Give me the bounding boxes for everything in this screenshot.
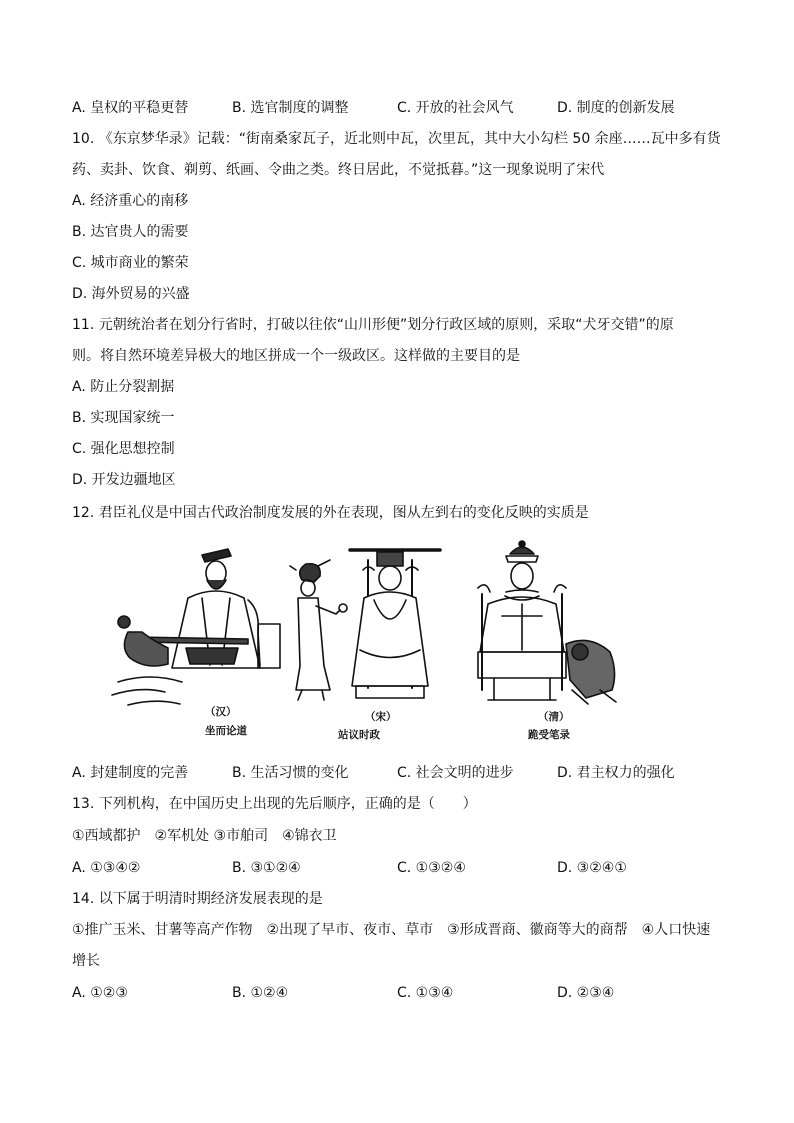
q13-items: ①西域都护 ②军机处 ③市舶司 ④锦衣卫	[72, 828, 337, 844]
q14-items-line2: 增长	[72, 953, 100, 969]
q13-stem: 13. 下列机构，在中国历史上出现的先后顺序，正确的是（ ）	[72, 796, 477, 812]
q12-figure	[110, 540, 630, 745]
q11-option-a: A. 防止分裂割据	[72, 379, 175, 395]
q14-items-line1: ①推广玉米、甘薯等高产作物 ②出现了早市、夜市、草市 ③形成晋商、徽商等大的商帮 ④人口快速	[72, 922, 711, 938]
q13-option-d: D. ③②④①	[557, 860, 627, 876]
court-etiquette-illustration	[110, 540, 630, 745]
q11-option-d: D. 开发边疆地区	[72, 472, 176, 488]
q9-option-a: A. 皇权的平稳更替	[72, 100, 189, 116]
q12-option-b: B. 生活习惯的变化	[232, 765, 349, 781]
q14-option-c: C. ①③④	[397, 985, 454, 1001]
song-panel-drawing	[290, 550, 440, 700]
han-panel-drawing	[112, 549, 280, 705]
q12-option-a: A. 封建制度的完善	[72, 765, 189, 781]
q13-option-a: A. ①③④②	[72, 860, 141, 876]
q11-option-c: C. 强化思想控制	[72, 441, 175, 457]
q9-option-c: C. 开放的社会风气	[397, 100, 514, 116]
q12-option-c: C. 社会文明的进步	[397, 765, 514, 781]
q10-option-b: B. 达官贵人的需要	[72, 224, 189, 240]
q12-option-d: D. 君主权力的强化	[557, 765, 675, 781]
q14-option-a: A. ①②③	[72, 985, 128, 1001]
q11-stem-line1: 11. 元朝统治者在划分行省时，打破以往依“山川形便”划分行政区域的原则，采取“犬牙交错”的原	[72, 317, 674, 333]
q14-option-b: B. ①②④	[232, 985, 289, 1001]
q14-stem: 14. 以下属于明清时期经济发展表现的是	[72, 891, 323, 907]
q10-option-c: C. 城市商业的繁荣	[72, 255, 189, 271]
q10-stem-line1: 10. 《东京梦华录》记载：“街南桑家瓦子，近北则中瓦，次里瓦，其中大小勾栏 50 余座……瓦中多有货	[72, 131, 721, 147]
qing-caption: 跪受笔录	[528, 729, 570, 741]
qing-dynasty-label: （清）	[538, 711, 570, 723]
q9-option-d: D. 制度的创新发展	[557, 100, 675, 116]
song-caption: 站议时政	[338, 729, 380, 741]
q13-option-c: C. ①③②④	[397, 860, 466, 876]
q10-option-d: D. 海外贸易的兴盛	[72, 286, 190, 302]
q11-stem-line2: 则。将自然环境差异极大的地区拼成一个一级政区。这样做的主要目的是	[72, 348, 520, 364]
q14-option-d: D. ②③④	[557, 985, 615, 1001]
song-dynasty-label: （宋）	[365, 711, 397, 723]
q13-option-b: B. ③①②④	[232, 860, 301, 876]
q12-stem: 12. 君臣礼仪是中国古代政治制度发展的外在表现，图从左到右的变化反映的实质是	[72, 505, 589, 521]
q9-option-b: B. 选官制度的调整	[232, 100, 349, 116]
han-dynasty-label: （汉）	[205, 706, 237, 718]
q11-option-b: B. 实现国家统一	[72, 410, 175, 426]
q10-option-a: A. 经济重心的南移	[72, 193, 189, 209]
q10-stem-line2: 药、卖卦、饮食、剃剪、纸画、令曲之类。终日居此，不觉抵暮。”这一现象说明了宋代	[72, 162, 605, 178]
qing-panel-drawing	[478, 541, 616, 704]
han-caption: 坐而论道	[205, 725, 247, 737]
